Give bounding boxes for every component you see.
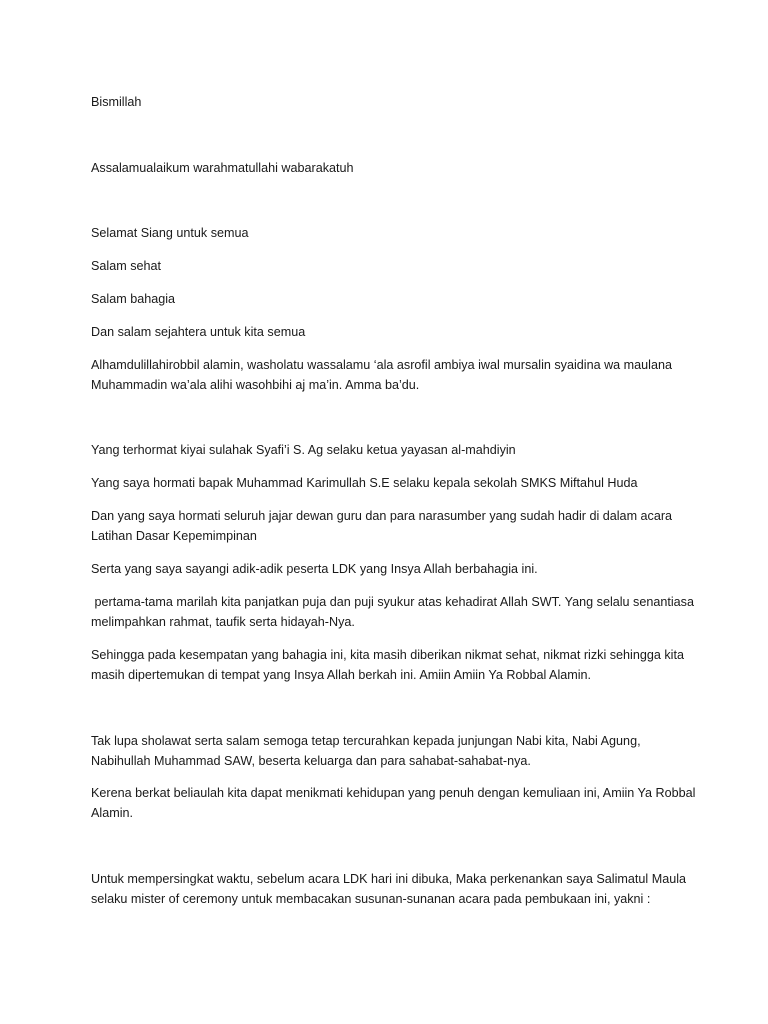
paragraph-hamdalah: Alhamdulillahirobbil alamin, washolatu wassalamu ‘ala asrofil ambiya iwal mursalin syaidina wa maulana Muhammadin wa’ala alihi wasohbihi aj ma’in. Amma ba’du.	[91, 358, 676, 392]
paragraph-dewan-guru: Dan yang saya hormati seluruh jajar dewan guru dan para narasumber yang sudah hadir di dalam acara Latihan Dasar Kepemimpinan	[91, 509, 676, 543]
paragraph-opening: Bismillah	[91, 95, 142, 109]
paragraph-salam-sejahtera: Dan salam sejahtera untuk kita semua	[91, 325, 306, 339]
paragraph-kesempatan: Sehingga pada kesempatan yang bahagia ini, kita masih diberikan nikmat sehat, nikmat rizki sehingga kita masih dipertemukan di tempat yang Insya Allah berkah ini. Amiin Amiin Ya Robbal Alamin.	[91, 648, 688, 682]
paragraph-ketua-yayasan: Yang terhormat kiyai sulahak Syafi’i S. Ag selaku ketua yayasan al-mahdiyin	[91, 443, 516, 457]
paragraph-sholawat: Tak lupa sholawat serta salam semoga tetap tercurahkan kepada junjungan Nabi kita, Nabi Agung, Nabihullah Muhammad SAW, beserta keluarga dan para sahabat-sahabat-nya.	[91, 734, 645, 768]
paragraph-kepala-sekolah: Yang saya hormati bapak Muhammad Karimullah S.E selaku kepala sekolah SMKS Miftahul Huda	[91, 476, 638, 490]
paragraph-kemuliaan: Kerena berkat beliaulah kita dapat menikmati kehidupan yang penuh dengan kemuliaan ini, Amiin Ya Robbal Alamin.	[91, 786, 699, 820]
paragraph-salam: Assalamualaikum warahmatullahi wabarakatuh	[91, 161, 354, 175]
paragraph-puji-syukur: pertama-tama marilah kita panjatkan puja dan puji syukur atas kehadirat Allah SWT. Yang selalu senantiasa melimpahkan rahmat, taufik serta hidayah-Nya.	[91, 595, 698, 629]
paragraph-susunan-acara: Untuk mempersingkat waktu, sebelum acara LDK hari ini dibuka, Maka perkenankan saya Salimatul Maula selaku mister of ceremony untuk membacakan susunan-sunanan acara pada pembukaan ini, yakni :	[91, 872, 690, 906]
paragraph-greeting: Selamat Siang untuk semua	[91, 226, 249, 240]
paragraph-salam-sehat: Salam sehat	[91, 259, 162, 273]
paragraph-salam-bahagia: Salam bahagia	[91, 292, 176, 306]
paragraph-peserta: Serta yang saya sayangi adik-adik peserta LDK yang Insya Allah berbahagia ini.	[91, 562, 538, 576]
